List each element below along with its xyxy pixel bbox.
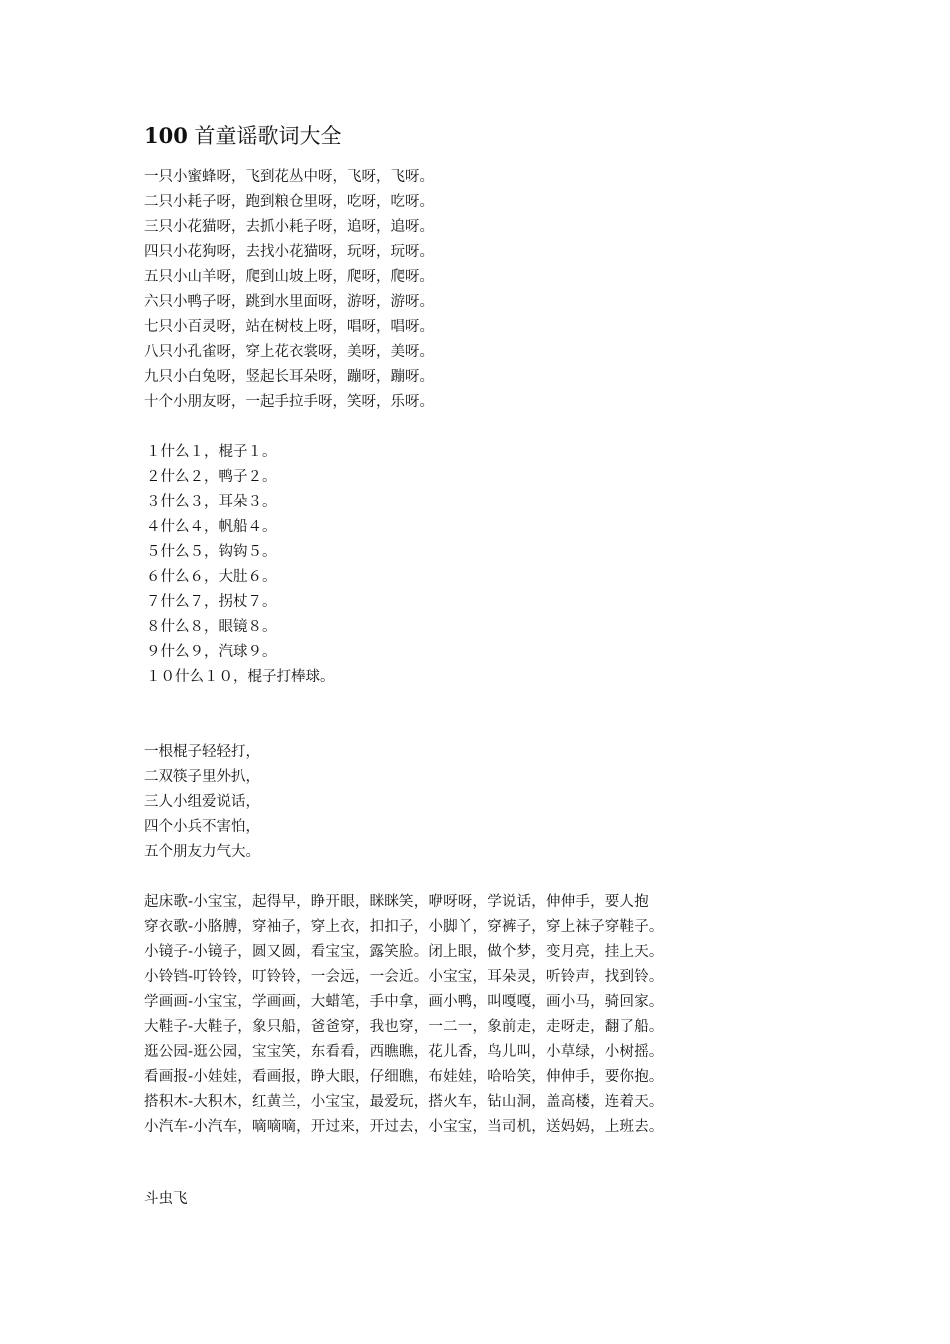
text-line: ２什么２，鸭子２。 xyxy=(146,469,277,485)
text-line: 小镜子-小镜子，圆又圆，看宝宝，露笑脸。闭上眼，做个梦，变月亮，挂上天。 xyxy=(144,944,664,960)
text-line: 九只小白兔呀，竖起长耳朵呀，蹦呀，蹦呀。 xyxy=(144,369,434,385)
text-line: ９什么９，汽球９。 xyxy=(146,644,277,660)
trailing-heading: 斗虫飞 xyxy=(144,1191,188,1207)
text-line: 小汽车-小汽车，嘀嘀嘀，开过来，开过去，小宝宝，当司机，送妈妈，上班去。 xyxy=(144,1119,664,1135)
title-number: 100 xyxy=(144,123,188,148)
text-line: ６什么６，大肚６。 xyxy=(146,569,277,585)
text-line: 八只小孔雀呀，穿上花衣裳呀，美呀，美呀。 xyxy=(144,344,434,360)
text-line: 看画报-小娃娃，看画报，睁大眼，仔细瞧，布娃娃，哈哈笑，伸伸手，要你抱。 xyxy=(144,1069,664,1085)
text-line: ３什么３，耳朵３。 xyxy=(146,494,277,510)
text-line: ５什么５，钩钩５。 xyxy=(146,544,277,560)
text-line: 小铃铛-叮铃铃，叮铃铃，一会远，一会近。小宝宝，耳朵灵，听铃声，找到铃。 xyxy=(144,969,664,985)
text-line: 大鞋子-大鞋子，象只船，爸爸穿，我也穿，一二一，象前走，走呀走，翻了船。 xyxy=(144,1019,664,1035)
text-line: 起床歌-小宝宝，起得早，睁开眼，眯眯笑，咿呀呀，学说话，伸伸手，要人抱 xyxy=(144,894,649,910)
document-title xyxy=(144,122,342,150)
text-line: 逛公园-逛公园，宝宝笑，东看看，西瞧瞧，花儿香，鸟儿叫，小草绿，小树摇。 xyxy=(144,1044,664,1060)
text-line: 二双筷子里外扒， xyxy=(144,769,260,785)
text-line: 搭积木-大积木，红黄兰，小宝宝，最爱玩，搭火车，钻山洞，盖高楼，连着天。 xyxy=(144,1094,664,1110)
text-line: ８什么８，眼镜８。 xyxy=(146,619,277,635)
number-song-block xyxy=(146,440,335,690)
counting-song-block xyxy=(144,165,434,415)
text-line: 二只小耗子呀，跑到粮仓里呀，吃呀，吃呀。 xyxy=(144,194,434,210)
text-line: 七只小百灵呀，站在树枝上呀，唱呀，唱呀。 xyxy=(144,319,434,335)
text-line: 一只小蜜蜂呀，飞到花丛中呀，飞呀，飞呀。 xyxy=(144,169,434,185)
text-line: 一根棍子轻轻打， xyxy=(144,744,260,760)
text-line: 穿衣歌-小胳膊，穿袖子，穿上衣，扣扣子，小脚丫，穿裤子，穿上袜子穿鞋子。 xyxy=(144,919,664,935)
text-line: 五只小山羊呀，爬到山坡上呀，爬呀，爬呀。 xyxy=(144,269,434,285)
short-songs-block xyxy=(144,890,664,1140)
text-line: ７什么７，拐杖７。 xyxy=(146,594,277,610)
text-line: 五个朋友力气大。 xyxy=(144,844,260,860)
text-line: 三人小组爱说话， xyxy=(144,794,260,810)
text-line: 六只小鸭子呀，跳到水里面呀，游呀，游呀。 xyxy=(144,294,434,310)
text-line: 四个小兵不害怕， xyxy=(144,819,260,835)
stick-song-block xyxy=(144,740,260,865)
text-line: １什么１，棍子１。 xyxy=(146,444,277,460)
text-line: ４什么４，帆船４。 xyxy=(146,519,277,535)
text-line: 四只小花狗呀，去找小花猫呀，玩呀，玩呀。 xyxy=(144,244,434,260)
title-text: 首童谣歌词大全 xyxy=(194,124,342,148)
text-line: 学画画-小宝宝，学画画，大蜡笔，手中拿，画小鸭，叫嘎嘎，画小马，骑回家。 xyxy=(144,994,664,1010)
text-line: 十个小朋友呀，一起手拉手呀，笑呀，乐呀。 xyxy=(144,394,434,410)
text-line: １０什么１０，棍子打棒球。 xyxy=(146,669,335,685)
text-line: 三只小花猫呀，去抓小耗子呀，追呀，追呀。 xyxy=(144,219,434,235)
